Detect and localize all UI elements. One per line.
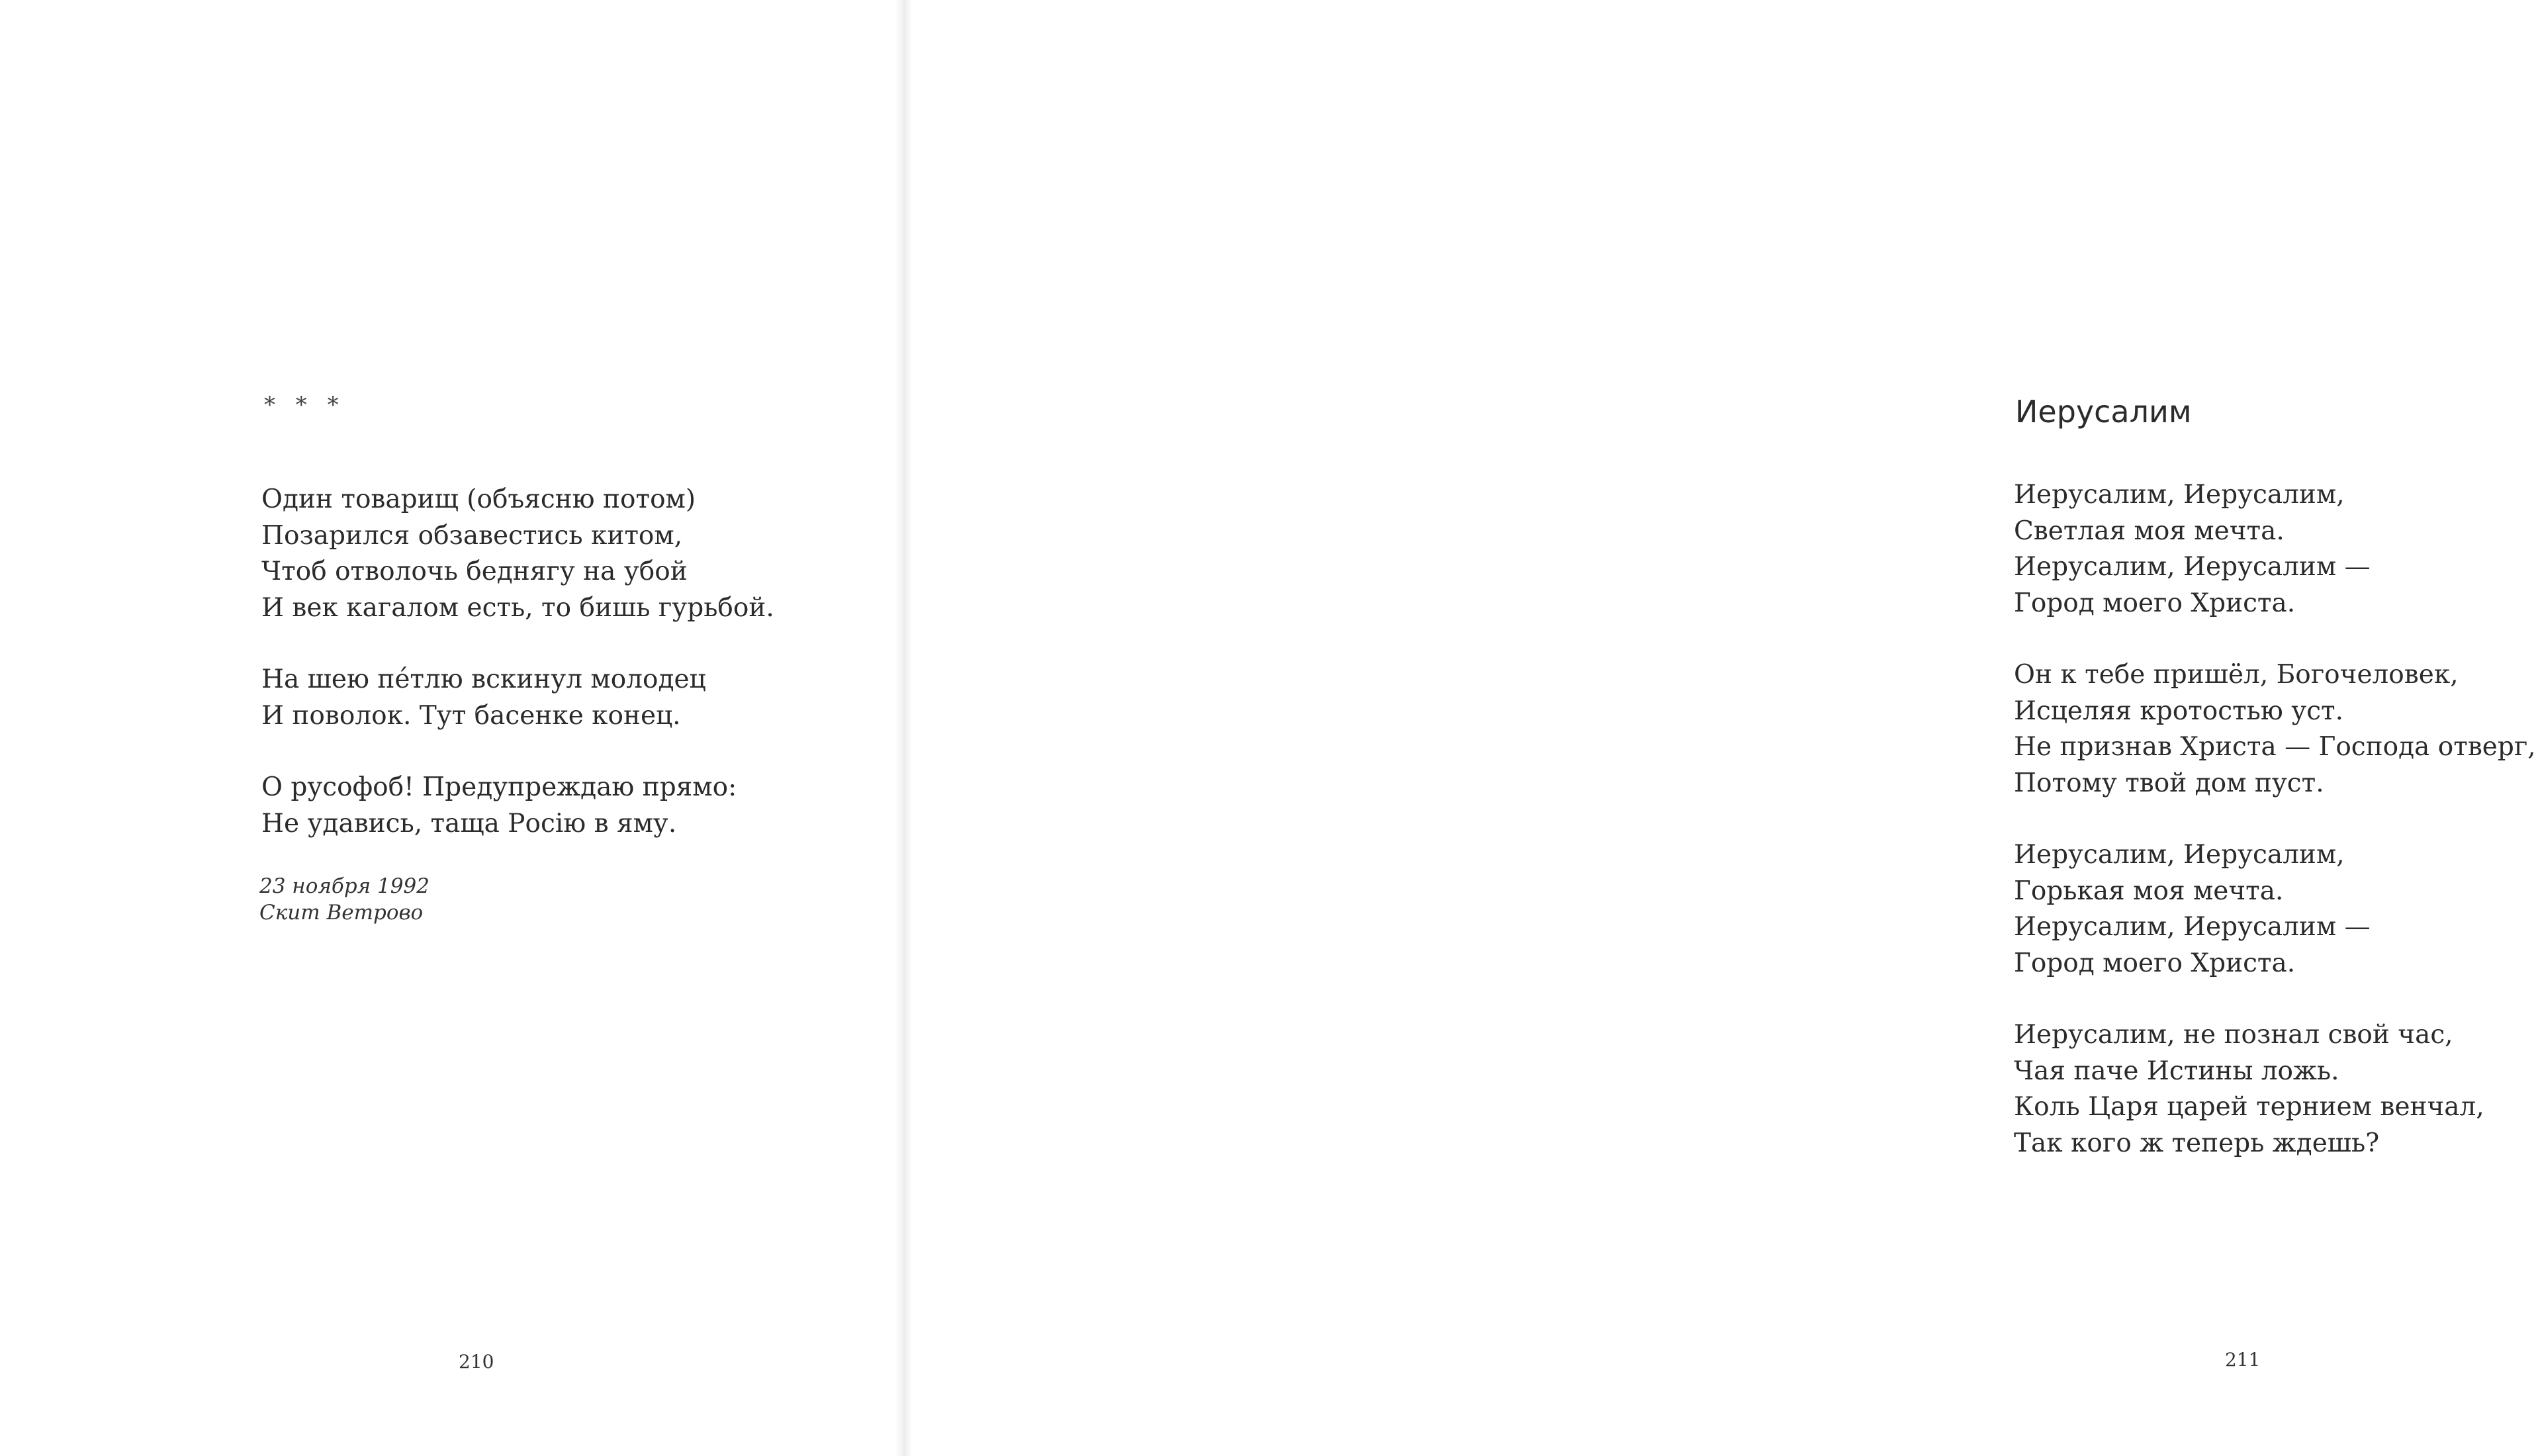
page-number: 211 (2225, 1349, 2261, 1371)
poem-line: Город моего Христа. (2014, 948, 2296, 978)
poem-place: Скит Ветрово (259, 901, 424, 925)
poem-line: Светлая моя мечта. (2014, 516, 2285, 546)
poem-line: Исцеляя кротостью уст. (2014, 696, 2344, 726)
stanza (2014, 477, 2536, 621)
right-page (907, 0, 2536, 1456)
left-poem (261, 482, 774, 842)
poem-line: Чтоб отволочь беднягу на убой (261, 557, 688, 586)
poem-line: И век кагалом есть, то бишь гурьбой. (261, 592, 774, 623)
poem-line: Не признав Христа — Господа отверг, (2014, 732, 2536, 762)
poem-line: Иерусалим, Иерусалим, (2014, 480, 2345, 510)
poem-line: Чая паче Истины ложь. (2014, 1056, 2339, 1086)
poem-line: Город моего Христа. (2014, 588, 2296, 618)
poem-date: 23 ноября 1992 (259, 874, 430, 898)
stanza (2014, 837, 2536, 981)
page-number: 210 (459, 1351, 494, 1373)
poem-line: Так кого ж теперь ждешь? (2014, 1128, 2380, 1158)
poem-line: И поволок. Тут басенке конец. (261, 700, 681, 731)
poem-line: Горькая моя мечта. (2014, 876, 2284, 906)
poem-signature (259, 873, 430, 926)
poem-line: Иерусалим, Иерусалим — (2014, 912, 2371, 942)
stanza (261, 482, 774, 626)
poem-line: Не удавись, таща Росію в яму. (261, 808, 677, 839)
poem-line: Иерусалим, Иерусалим — (2014, 552, 2371, 582)
right-poem (2014, 477, 2536, 1161)
stanza (2014, 1017, 2536, 1161)
poem-line: Иерусалим, не познал свой час, (2014, 1020, 2453, 1050)
poem-line: Позарился обзавестись китом, (261, 520, 683, 551)
left-page (0, 0, 900, 1456)
poem-line: Потому твой дом пуст. (2014, 768, 2324, 798)
poem-line: Коль Царя царей тернием венчал, (2014, 1092, 2484, 1122)
stanza (261, 770, 774, 842)
section-separator: * * * (264, 392, 345, 418)
poem-line: Один товарищ (объясню потом) (261, 484, 696, 514)
stanza (2014, 657, 2536, 801)
poem-title: Иерусалим (2015, 394, 2192, 430)
poem-line: На шею пе́тлю вскинул молодец (261, 664, 706, 694)
poem-line: Он к тебе пришёл, Богочеловек, (2014, 660, 2459, 690)
poem-line: О русофоб! Предупреждаю прямо: (261, 772, 737, 802)
stanza (261, 662, 774, 734)
poem-line: Иерусалим, Иерусалим, (2014, 840, 2345, 870)
